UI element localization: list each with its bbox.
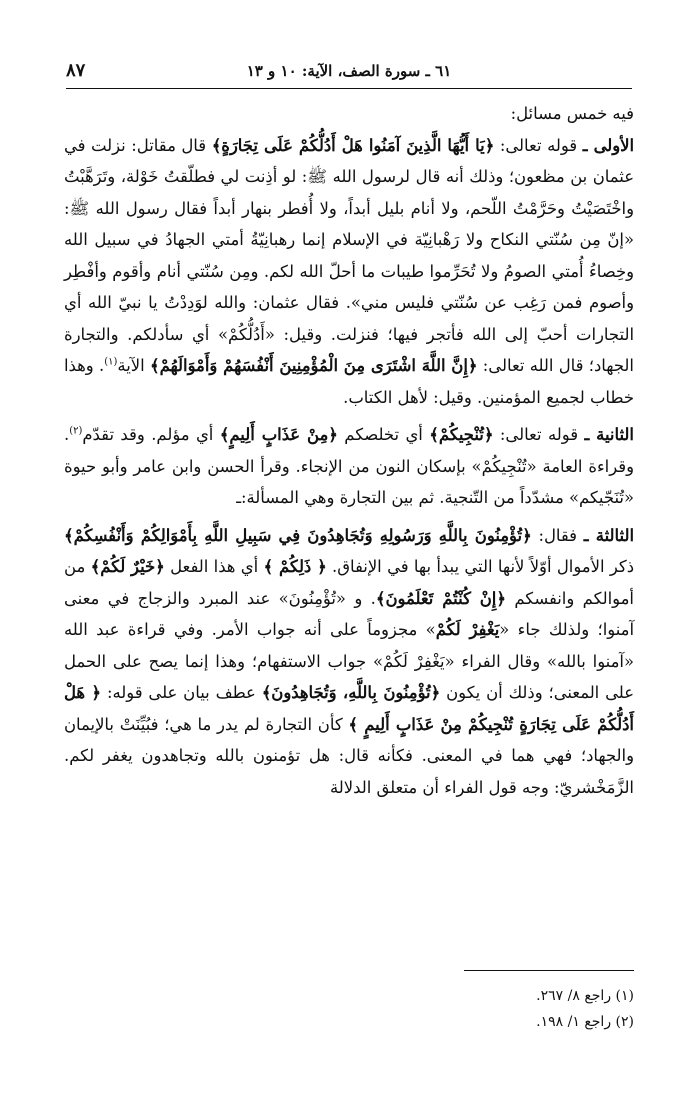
main-text [64, 98, 634, 803]
issue-first-text-a: قوله تعالى: [499, 135, 578, 155]
quran-verse: ﴿يَا أَيُّهَا الَّذِينَ آمَنُوا هَلْ أَدُلُّكُمْ عَلَى تِجَارَةٍ﴾ [211, 135, 495, 155]
quran-verse: ﴿إِنْ كُنْتُمْ تَعْلَمُونَ﴾ [375, 588, 506, 608]
issue-first [64, 130, 634, 414]
footnote-marker: (٢) [69, 425, 83, 437]
issue-second-text-d: . وقراءة العامة «تُنْجِيكُمْ» بإسكان النون من الإنجاء. وقرأ الحسن وابن عامر وأبو حيوة «تُنَجّيكم» مشدّداً من التّنجية. ثم بين التجارة وهي المسألة:ـ [64, 425, 634, 507]
issue-second-text-a: قوله تعالى: [499, 425, 579, 444]
footnote-divider [464, 970, 634, 971]
intro-line: فيه خمس مسائل: [510, 104, 634, 123]
footnotes [64, 983, 634, 1035]
quran-verse: ﴿إِنَّ اللَّهَ اشْتَرَى مِنَ الْمُؤْمِنِينَ أَنْفُسَهُمْ وَأَمْوَالَهُمْ﴾ [149, 356, 478, 375]
quran-verse: ﴿تُؤْمِنُونَ بِاللَّهِ، وَتُجَاهِدُونَ﴾ [261, 683, 441, 702]
issue-second [64, 419, 634, 514]
quran-verse: ﴿ ذَلِكُمْ ﴾ [263, 557, 327, 576]
issue-first-text-c: الآية [117, 356, 145, 375]
issue-third-text-g: عطف بيان على قوله: [106, 683, 256, 702]
page-header [66, 58, 632, 89]
issue-third-text-f: » مجزوماً على أنه جواب الأمر. وفي قراءة عبد الله «آمنوا بالله» وقال الفراء «يَغْفِرْ لَكُمْ» جواب الاستفهام؛ وهذا إنما يصح على الحمل على المعنى؛ وذلك أن يكون [64, 620, 634, 702]
issue-third-text-e: . و «تُؤْمِنُونَ» عند المبرد والزجاج في معنى آمنوا؛ ولذلك جاء « [64, 588, 635, 639]
issue-third-text-c: أي هذا الفعل [170, 557, 259, 576]
issue-second-text-b: أي تخلصكم [344, 425, 423, 444]
quran-verse: ﴿تُنْجِيكُمْ﴾ [429, 425, 494, 444]
issue-third-text-b: ذكر الأموال أوّلاً لأنها التي يبدأ بها في الإنفاق. [332, 557, 634, 576]
quran-verse: ﴿خَيْرٌ لَكُمْ﴾ [90, 557, 165, 576]
issue-third-text-h: كأن التجارة لم يدر ما هي؛ فبُيِّنَتْ بالإيمان والجهاد؛ فهي هما في المعنى. فكأنه قال: هل تؤمنون بالله وتجاهدون يغفر لكم. الزَّمَخْشريّ: وجه قول الفراء أن متعلق الدلالة [64, 714, 634, 797]
issue-third-text-d: من أموالكم وانفسكم [64, 557, 634, 608]
issue-first-text-d: . وهذا خطاب لجميع المؤمنين. وقيل: لأهل الكتاب. [64, 356, 634, 407]
issue-first-text-b: قال مقاتل: نزلت في عثمان بن مظعون؛ وذلك أنه قال لرسول الله ﷺ: لو أذِنت لي فطلّقتُ خَوْلة، وتَرَهَّبْتُ واخْتَصَيْتُ وحَرَّمْتُ اللّحم، ولا أنام بليل أبداً، ولا أُفطر بنهار أبداً فقال رسول الله ﷺ: «إنّ مِن سُنّتي النكاح ولا رَهْبانِيّة في الإسلام إنما رهبانِيّةُ أمتي الجهادُ في سبيل الله وخِصاءُ أُمتي الصومُ ولا تُحَرِّموا طيبات ما أحلّ الله لكم. ومِن سُنّتي أنام وأقوم وأفْطِر وأصوم فمن رَغِب عن سُنّتي فليس مني». فقال عثمان: والله لوَدِدْتُ يا نبيّ الله أي التجارات أحبّ إلى الله فأتجر فيها؛ فنزلت. وقيل: «أَدُلُّكُمْ» أي سأدلكم. والتجارة الجهاد؛ قال الله تعالى: [64, 135, 634, 375]
quran-verse: يَغْفِرْ لَكُمْ [435, 620, 500, 639]
page-number: ٨٧ [66, 60, 86, 81]
quran-verse: ﴿تُؤْمِنُونَ بِاللَّهِ وَرَسُولِهِ وَتُجَاهِدُونَ فِي سَبِيلِ اللَّهِ بِأَمْوَالِكُمْ وَأَنْفُسِكُمْ﴾ [64, 525, 532, 545]
issue-second-text-c: أي مؤلم. وقد تقدّم [82, 425, 214, 444]
footnote-item: (١) راجع ٨/ ٢٦٧. [536, 988, 634, 1004]
issue-first-label: الأولى ـ [582, 135, 635, 155]
quran-verse: ﴿ هَلْ أَدُلُّكُمْ عَلَى تِجَارَةٍ تُنْجِيكُمْ مِنْ عَذَابٍ أَلِيمٍ ﴾ [64, 683, 634, 734]
footnote-item: (٢) راجع ١/ ١٩٨. [536, 1014, 634, 1030]
issue-second-label: الثانية ـ [584, 425, 634, 444]
issue-third-label: الثالثة ـ [583, 525, 635, 545]
footnote-marker: (١) [104, 356, 118, 368]
issue-third [64, 520, 634, 804]
issue-third-text-a: فقال: [538, 525, 577, 545]
quran-verse: ﴿مِنْ عَذَابٍ أَلِيمٍ﴾ [219, 425, 338, 444]
running-title: ٦١ ـ سورة الصف، الآية: ١٠ و ١٣ [246, 62, 452, 80]
